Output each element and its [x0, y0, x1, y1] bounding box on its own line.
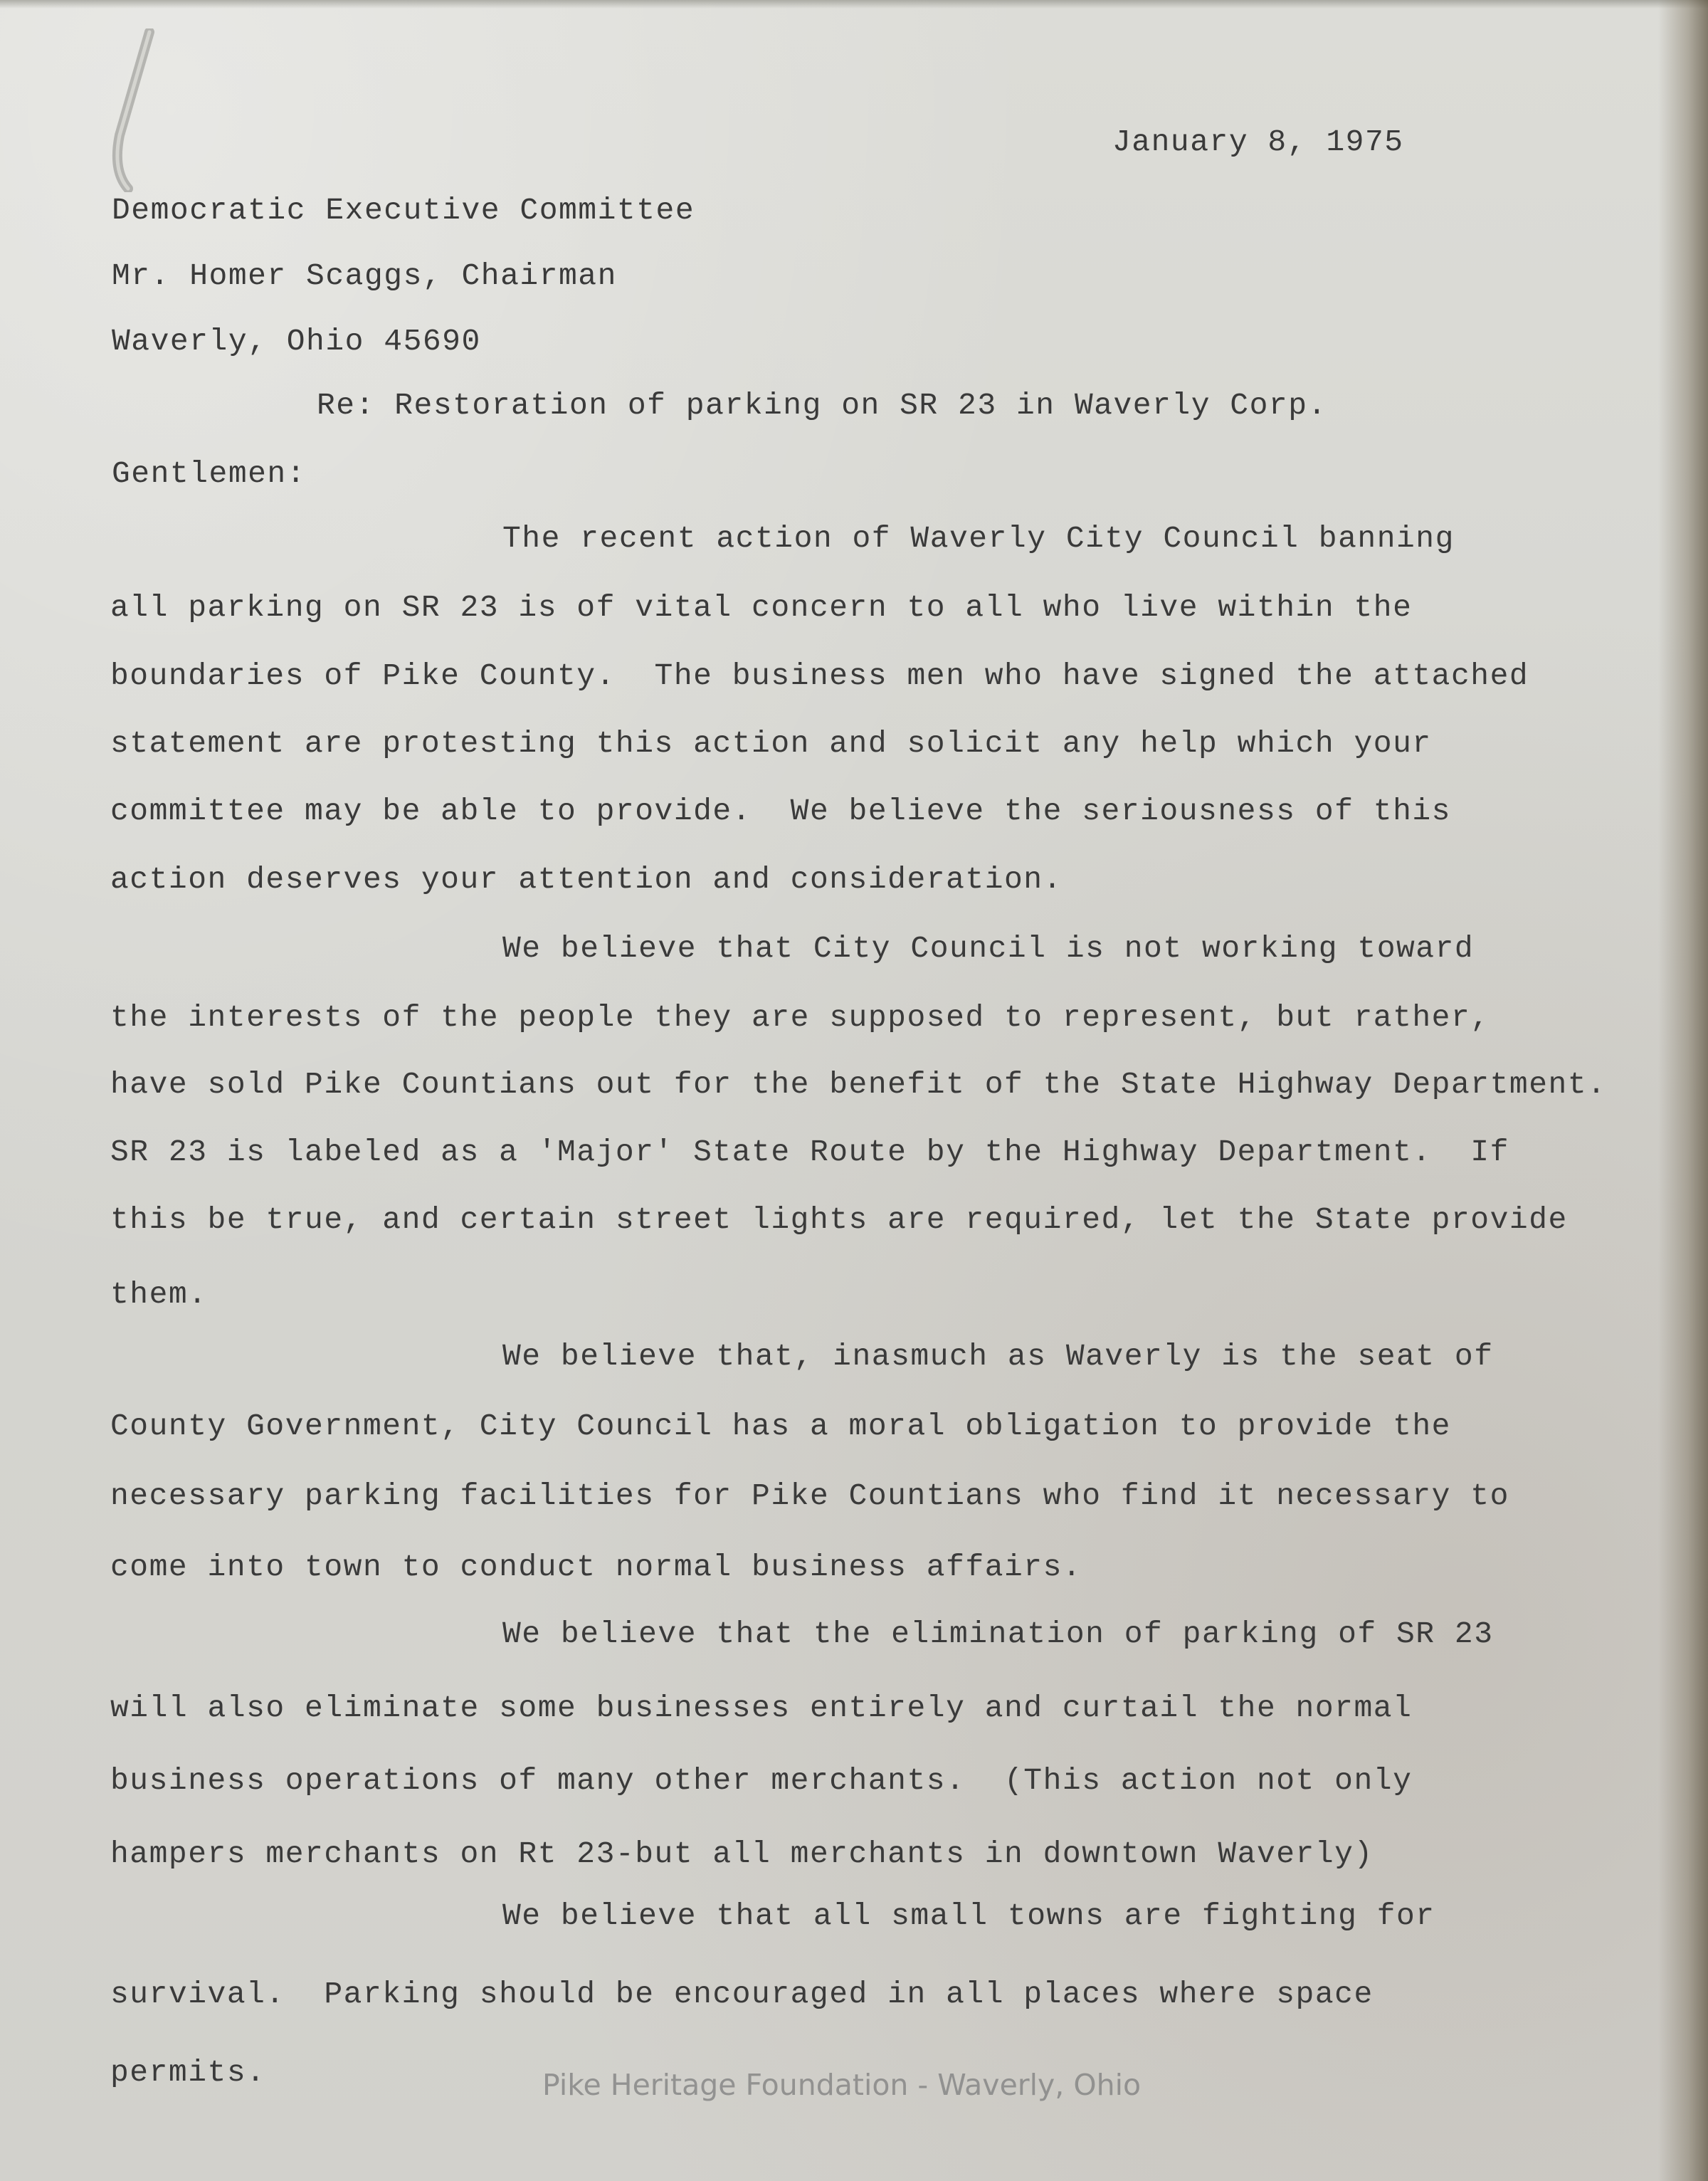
letter-date: January 8, 1975	[1112, 125, 1404, 159]
watermark: Pike Heritage Foundation - Waverly, Ohio	[542, 2068, 1142, 2102]
body-line: We believe that City Council is not working toward	[502, 931, 1475, 966]
body-line: We believe that, inasmuch as Waverly is the seat of	[502, 1339, 1494, 1374]
addressee-name: Mr. Homer Scaggs, Chairman	[112, 258, 617, 293]
salutation: Gentlemen:	[112, 456, 307, 491]
body-line: The recent action of Waverly City Council banning	[502, 521, 1455, 556]
body-line: business operations of many other merchants. (This action not only	[110, 1763, 1413, 1798]
paper-top-edge	[0, 0, 1708, 9]
body-line: County Government, City Council has a moral obligation to provide the	[110, 1409, 1451, 1444]
body-line: We believe that all small towns are fighting for	[502, 1898, 1435, 1933]
body-line: survival. Parking should be encouraged in all places where space	[110, 1977, 1374, 2012]
body-line: hampers merchants on Rt 23-but all merchants in downtown Waverly)	[110, 1836, 1374, 1871]
body-line: We believe that the elimination of parking of SR 23	[502, 1617, 1494, 1651]
body-line: statement are protesting this action and solicit any help which your	[110, 726, 1432, 761]
body-line: all parking on SR 23 is of vital concern to all who live within the	[110, 590, 1413, 625]
body-line: them.	[110, 1277, 208, 1312]
paper-clip-mark	[107, 28, 157, 192]
body-line: committee may be able to provide. We believe the seriousness of this	[110, 794, 1451, 829]
body-line: this be true, and certain street lights are required, let the State provide	[110, 1202, 1568, 1237]
body-line: come into town to conduct normal business affairs.	[110, 1550, 1082, 1584]
addressee-organization: Democratic Executive Committee	[112, 193, 695, 228]
body-line: the interests of the people they are supposed to represent, but rather,	[110, 1000, 1490, 1035]
body-line: boundaries of Pike County. The business men who have signed the attached	[110, 658, 1529, 693]
body-line: action deserves your attention and consideration.	[110, 862, 1063, 897]
body-line: SR 23 is labeled as a 'Major' State Route by the Highway Department. If	[110, 1135, 1509, 1170]
subject-line: Re: Restoration of parking on SR 23 in Waverly Corp.	[317, 388, 1327, 423]
body-line: have sold Pike Countians out for the benefit of the State Highway Department.	[110, 1067, 1607, 1102]
paper-right-edge	[1658, 0, 1708, 2181]
body-line: permits.	[110, 2055, 266, 2090]
body-line: will also eliminate some businesses entirely and curtail the normal	[110, 1691, 1413, 1725]
body-line: necessary parking facilities for Pike Countians who find it necessary to	[110, 1478, 1509, 1513]
addressee-city: Waverly, Ohio 45690	[112, 324, 481, 359]
